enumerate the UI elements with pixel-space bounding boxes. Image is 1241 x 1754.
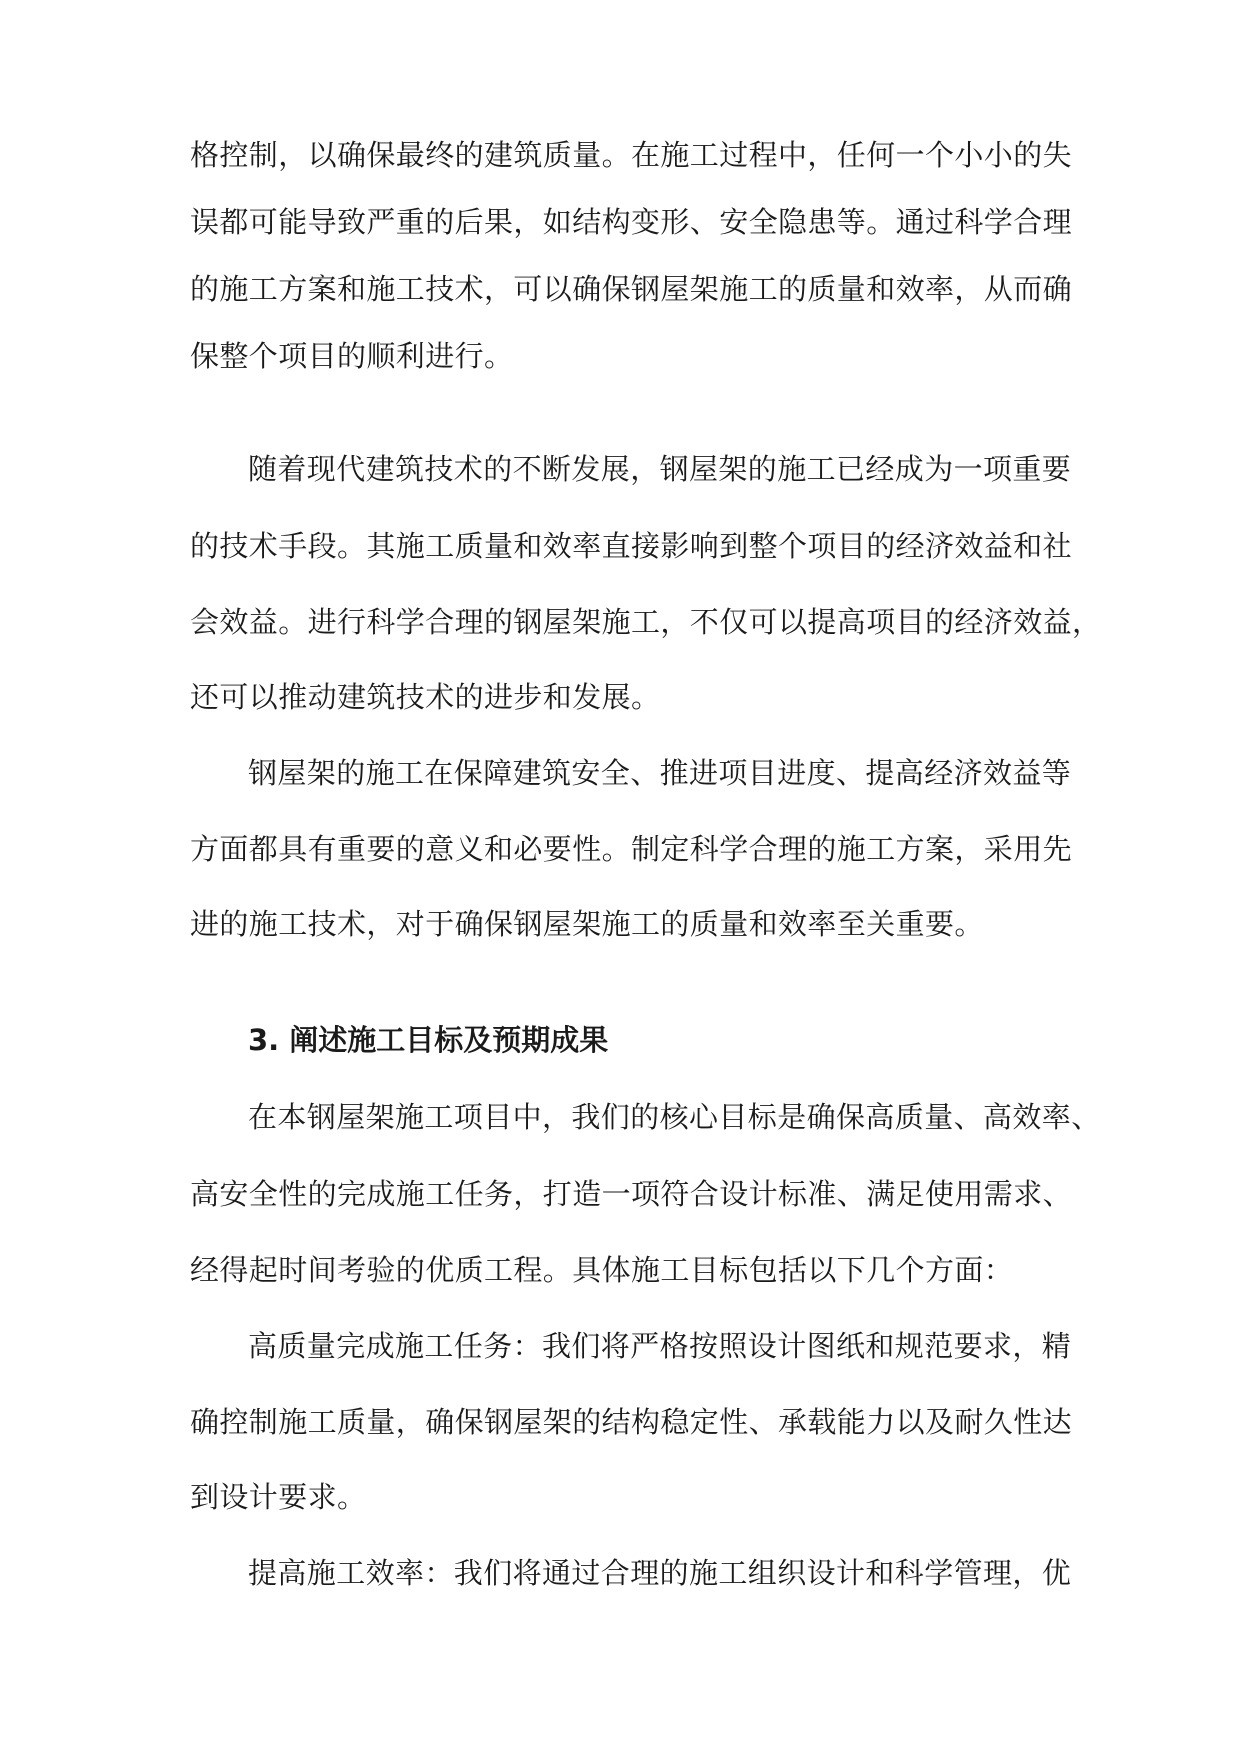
section-heading: 3. 阐述施工目标及预期成果 — [248, 1023, 609, 1057]
paragraph-line: 会效益。进行科学合理的钢屋架施工，不仅可以提高项目的经济效益， — [190, 605, 1102, 639]
paragraph-line: 还可以推动建筑技术的进步和发展。 — [190, 680, 661, 714]
paragraph-line: 在本钢屋架施工项目中，我们的核心目标是确保高质量、高效率、 — [248, 1100, 1101, 1134]
paragraph-line: 的技术手段。其施工质量和效率直接影响到整个项目的经济效益和社 — [190, 529, 1073, 563]
paragraph-line: 高质量完成施工任务：我们将严格按照设计图纸和规范要求，精 — [248, 1329, 1072, 1363]
paragraph-line: 误都可能导致严重的后果，如结构变形、安全隐患等。通过科学合理 — [190, 205, 1073, 239]
paragraph-line: 到设计要求。 — [190, 1480, 367, 1514]
paragraph-line: 经得起时间考验的优质工程。具体施工目标包括以下几个方面： — [190, 1253, 1014, 1287]
paragraph-line: 的施工方案和施工技术，可以确保钢屋架施工的质量和效率，从而确 — [190, 272, 1073, 306]
paragraph-line: 进的施工技术，对于确保钢屋架施工的质量和效率至关重要。 — [190, 907, 984, 941]
paragraph-line: 高安全性的完成施工任务，打造一项符合设计标准、满足使用需求、 — [190, 1177, 1073, 1211]
paragraph-line: 钢屋架的施工在保障建筑安全、推进项目进度、提高经济效益等 — [248, 756, 1072, 790]
paragraph-line: 保整个项目的顺利进行。 — [190, 339, 514, 373]
paragraph-line: 确控制施工质量，确保钢屋架的结构稳定性、承载能力以及耐久性达 — [190, 1405, 1073, 1439]
paragraph-line: 方面都具有重要的意义和必要性。制定科学合理的施工方案，采用先 — [190, 832, 1073, 866]
paragraph-line: 随着现代建筑技术的不断发展，钢屋架的施工已经成为一项重要 — [248, 452, 1072, 486]
paragraph-line: 提高施工效率：我们将通过合理的施工组织设计和科学管理，优 — [248, 1556, 1072, 1590]
paragraph-line: 格控制，以确保最终的建筑质量。在施工过程中，任何一个小小的失 — [190, 138, 1073, 172]
